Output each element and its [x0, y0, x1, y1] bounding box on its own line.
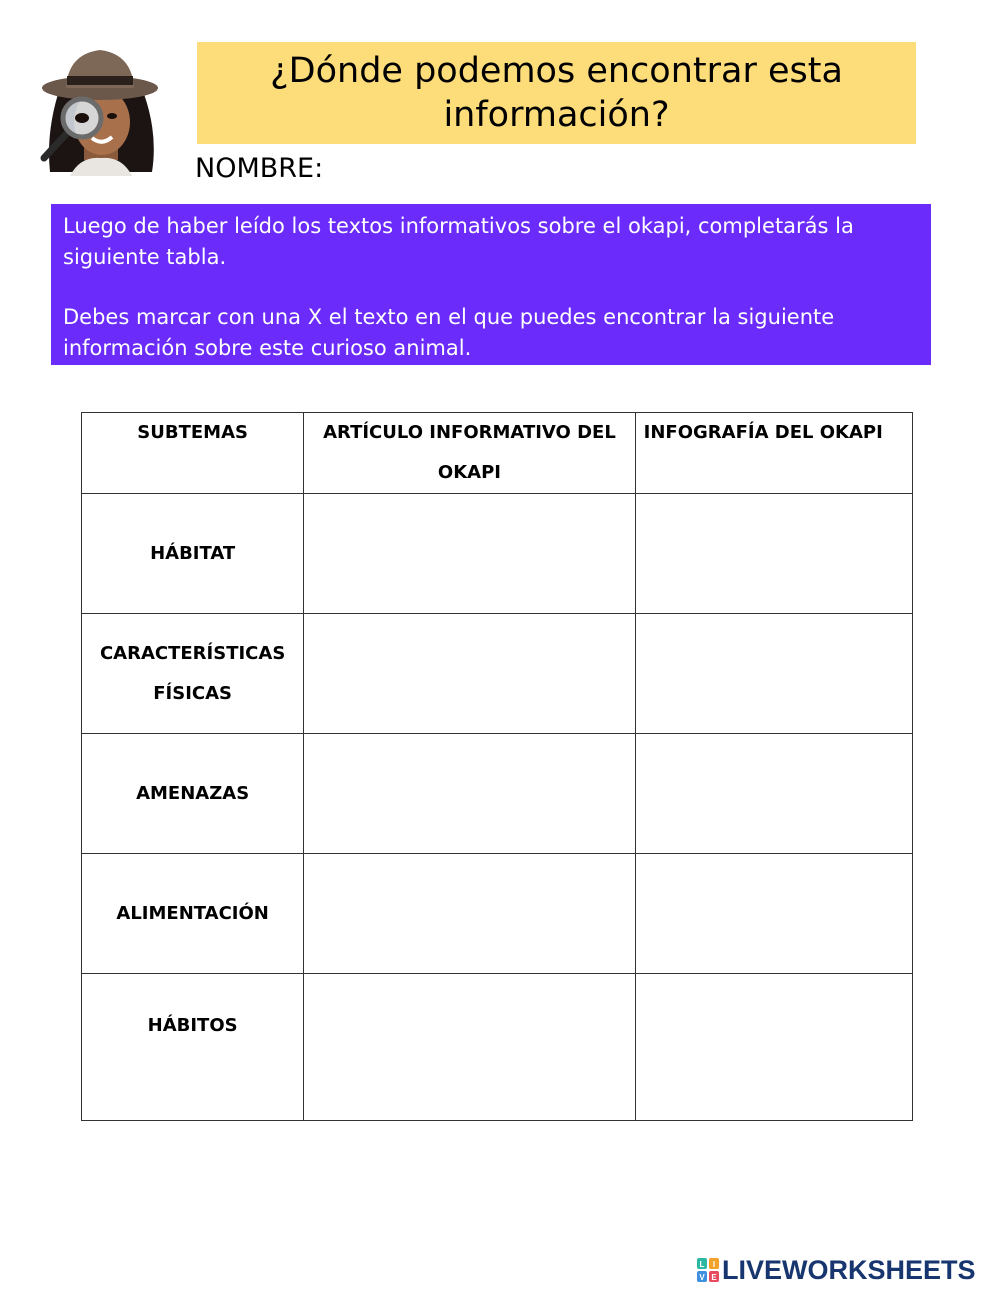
- svg-text:L: L: [699, 1260, 705, 1269]
- instructions-box: [51, 204, 931, 365]
- svg-text:E: E: [711, 1273, 717, 1282]
- instructions-paragraph-2: Debes marcar con una X el texto en el que puedes encontrar la siguiente información sobre este curioso animal.: [63, 305, 835, 360]
- cell-alimentacion-articulo[interactable]: [304, 854, 635, 974]
- svg-text:I: I: [712, 1260, 716, 1269]
- cell-amenazas-articulo[interactable]: [304, 734, 635, 854]
- title-banner: [197, 42, 916, 144]
- row-label-caracteristicas: CARACTERÍSTICAS FÍSICAS: [82, 614, 304, 734]
- table-row: [82, 614, 913, 734]
- cell-alimentacion-infografia[interactable]: [635, 854, 912, 974]
- cell-habitat-articulo[interactable]: [304, 494, 635, 614]
- liveworksheets-logo[interactable]: [697, 1256, 976, 1284]
- row-label-habitos: HÁBITOS: [82, 974, 304, 1121]
- page-title: ¿Dónde podemos encontrar esta información?: [270, 51, 843, 135]
- row-label-habitat: HÁBITAT: [82, 494, 304, 614]
- table-row: [82, 974, 913, 1121]
- cell-habitos-infografia[interactable]: [635, 974, 912, 1121]
- table-row: [82, 734, 913, 854]
- cell-caracteristicas-infografia[interactable]: [635, 614, 912, 734]
- row-label-amenazas: AMENAZAS: [82, 734, 304, 854]
- header-subtemas: SUBTEMAS: [82, 413, 304, 494]
- cell-habitos-articulo[interactable]: [304, 974, 635, 1121]
- subtopics-table: [81, 412, 913, 1121]
- table-header-row: [82, 413, 913, 494]
- row-label-alimentacion: ALIMENTACIÓN: [82, 854, 304, 974]
- liveworksheets-logo-icon: [697, 1258, 719, 1282]
- table-row: [82, 854, 913, 974]
- header-articulo: ARTÍCULO INFORMATIVO DEL OKAPI: [304, 413, 635, 494]
- cell-caracteristicas-articulo[interactable]: [304, 614, 635, 734]
- table-row: [82, 494, 913, 614]
- cell-habitat-infografia[interactable]: [635, 494, 912, 614]
- cell-amenazas-infografia[interactable]: [635, 734, 912, 854]
- svg-text:V: V: [699, 1273, 705, 1282]
- detective-avatar-icon: [40, 44, 162, 176]
- name-label: NOMBRE:: [195, 153, 324, 184]
- instructions-paragraph-1: Luego de haber leído los textos informativos sobre el okapi, completarás la siguiente tabla.: [63, 214, 854, 269]
- brand-name: LIVEWORKSHEETS: [722, 1255, 976, 1285]
- header-infografia: INFOGRAFÍA DEL OKAPI: [635, 413, 912, 494]
